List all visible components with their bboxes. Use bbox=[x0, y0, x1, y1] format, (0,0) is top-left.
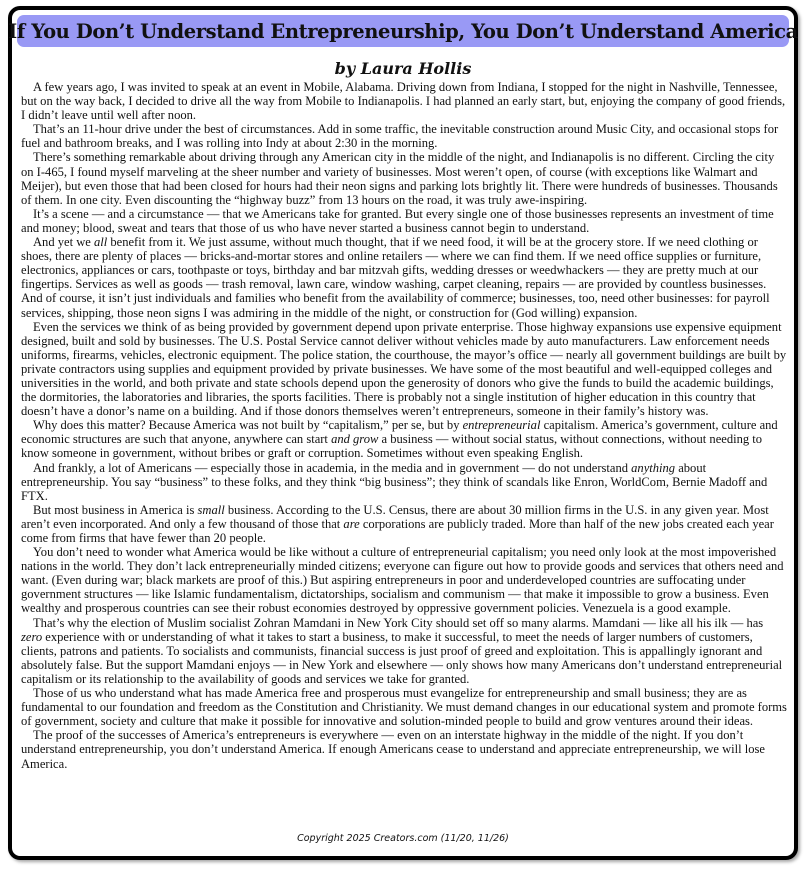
paragraph-text: Why does this matter? Because America was not built by “capitalism,” per se, but by bbox=[33, 418, 463, 433]
paragraph-text: a business — without social status, without connections, without needing to know someone in government, without bribes or graft or corruption. Sometimes without even speaking English. bbox=[21, 432, 763, 461]
paragraph-text: There’s something remarkable about driving through any American city in the middle of the night, and Indianapolis is no different. Circling the city on I-465, I found myself marveling at the sheer number and variety of businesses. Most weren’t open, of course (with exceptions like Walmart and Meijer), but even those that had been closed for hours had their neon signs and parking lots brightly lit. There were hundreds of businesses. Thousands of them. In one city. Even discounting the “highway buzz” from 13 hours on the road, it was truly awe-inspiring. bbox=[21, 150, 778, 207]
paragraph-text: benefit from it. We just assume, without much thought, that if we need food, it will be at the grocery store. If we need clothing or shoes, there are plenty of places — bricks-and-mortar stores and online retailers — where we can find them. If we need office supplies or furniture, electronics, appliances or cars, toothpaste or toys, birthday and bar mitzvah gifts, wedding dresses or weedwhackers — they are pretty much at our fingertips. Services as well as goods — trash removal, lawn care, window washing, carpet cleaning, repairs — are provided by countless businesses. And of course, it isn’t just individuals and families who benefit from the availability of commerce; businesses, too, need other businesses: for payroll services, shipping, those neon signs I was admiring in the middle of the night, or construction for (God willing) expansion. bbox=[21, 235, 770, 320]
emphasized-text: zero bbox=[21, 629, 43, 644]
article-frame bbox=[8, 6, 798, 860]
paragraph-text: It’s a scene — and a circumstance — that we Americans take for granted. But every single one of those businesses represents an investment of time and money; blood, sweat and tears that those of us who have never started a business cannot begin to understand. bbox=[21, 206, 774, 235]
paragraph-text: That’s an 11-hour drive under the best of circumstances. Add in some traffic, the inevitable construction around Music City, and occasional stops for fuel and bathroom breaks, and I was rolling into Indy at about 2:30 in the morning. bbox=[21, 122, 779, 151]
article-paragraph bbox=[21, 503, 787, 545]
paragraph-text: But most business in America is bbox=[33, 502, 198, 517]
article-paragraph bbox=[21, 545, 787, 615]
article-paragraph bbox=[21, 686, 787, 728]
article-paragraph bbox=[21, 122, 787, 150]
paragraph-text: Even the services we think of as being provided by government depend upon private enterprise. Those highway expansions use expensive equipment designed, built and sold by businesses. The U.S. Postal Service cannot deliver without vehicles made by auto manufacturers. Law enforcement needs uniforms, firearms, vehicles, electronic equipment. The police station, the courthouse, the mayor’s office — nearly all government buildings are built by private contractors using supplies and equipment provided by private businesses. We have some of the most beautiful and well-equipped colleges and universities in the world, and both private and state schools depend upon the generosity of donors who give the funds to build the academic buildings, the dormitories, the laboratories and libraries, the sports facilities. There is probably not a single institution of higher education in this country that doesn’t have a donor’s name on a building. And if those donors themselves weren’t entrepreneurs, someone in their family’s history was. bbox=[21, 319, 787, 419]
paragraph-text: Those of us who understand what has made America free and prosperous must evangelize for entrepreneurship and small business; they are as fundamental to our foundation and freedom as the Constitution and Christianity. We must demand changes in our educational system and promote forms of government, society and culture that make it possible for innovative and solution-minded people to build and grow ventures around their ideas. bbox=[21, 686, 787, 729]
paragraph-text: about entrepreneurship. You say “business” to these folks, and they think “big business”; they think of scandals like Enron, WorldCom, Bernie Madoff and FTX. bbox=[21, 460, 768, 503]
article-title: If You Don’t Understand Entrepreneurship, You Don’t Understand America bbox=[17, 15, 789, 47]
article-paragraph bbox=[21, 207, 787, 235]
article-body bbox=[21, 80, 787, 771]
article-paragraph bbox=[21, 150, 787, 206]
paragraph-text: capitalism. America’s government, culture and economic structures are such that anyone, anywhere can start bbox=[21, 418, 778, 447]
article-paragraph bbox=[21, 320, 787, 419]
paragraph-text: experience with or understanding of what it takes to start a business, to make it successful, to meet the needs of larger numbers of customers, clients, patrons and patients. To socialists and communists, financial success is just proof of greed and exploitation. This is appallingly ignorant and absolutely false. But the support Mamdani enjoys — in New York and elsewhere — only shows how many Americans don’t understand entrepreneurial capitalism or its relationship to the availability of goods and services we take for granted. bbox=[21, 629, 783, 686]
copyright-notice: Copyright 2025 Creators.com (11/20, 11/26) bbox=[297, 833, 509, 844]
paragraph-text: corporations are publicly traded. More than half of the new jobs created each year come from firms that have fewer than 20 people. bbox=[21, 516, 774, 545]
emphasized-text: anything bbox=[631, 460, 676, 475]
paragraph-text: And yet we bbox=[33, 235, 94, 250]
emphasized-text: entrepreneurial bbox=[462, 418, 541, 433]
article-paragraph bbox=[21, 616, 787, 686]
article-paragraph bbox=[21, 418, 787, 460]
article-paragraph bbox=[21, 728, 787, 770]
paragraph-text: A few years ago, I was invited to speak at an event in Mobile, Alabama. Driving down from Indiana, I stopped for the night in Nashville, Tennessee, but on the way back, I decided to drive all the way from Mobile to Indianapolis. I had planned an early start, but, enjoying the company of good friends, I didn’t leave until well after noon. bbox=[21, 80, 786, 123]
emphasized-text: all bbox=[93, 235, 108, 250]
paragraph-text: And frankly, a lot of Americans — especially those in academia, in the media and in government — do not understand bbox=[33, 460, 632, 475]
emphasized-text: small bbox=[197, 502, 225, 517]
article-paragraph bbox=[21, 235, 787, 320]
article-paragraph bbox=[21, 461, 787, 503]
paragraph-text: That’s why the election of Muslim socialist Zohran Mamdani in New York City should set off so many alarms. Mamdani — like all his ilk — has bbox=[33, 615, 764, 630]
author-byline: by Laura Hollis bbox=[334, 59, 472, 78]
emphasized-text: and grow bbox=[331, 432, 379, 447]
paragraph-text: business. According to the U.S. Census, there are about 30 million firms in the U.S. in any given year. Most aren’t even incorporated. And only a few thousand of those that bbox=[21, 502, 769, 531]
paragraph-text: The proof of the successes of America’s entrepreneurs is everywhere — even on an interstate highway in the middle of the night. If you don’t understand entrepreneurship, you don’t understand America. If enough Americans cease to understand and appreciate entrepreneurship, we will lose America. bbox=[21, 728, 765, 771]
article-paragraph bbox=[21, 80, 787, 122]
emphasized-text: are bbox=[343, 516, 360, 531]
paragraph-text: You don’t need to wonder what America would be like without a culture of entrepreneurial capitalism; you need only look at the most impoverished nations in the world. They don’t lack entrepreneurially minded citizens; everyone can figure out how to provide goods and services that others need and want. (Even during war; black markets are proof of this.) But aspiring entrepreneurs in poor and underdeveloped countries are suffocating under government structures — like Islamic fundamentalism, dictatorships, socialism and communism — that make it impossible to grow a business. Even wealthy and prosperous countries can see their robust economies destroyed by oppressive government policies. Venezuela is a good example. bbox=[21, 545, 784, 616]
